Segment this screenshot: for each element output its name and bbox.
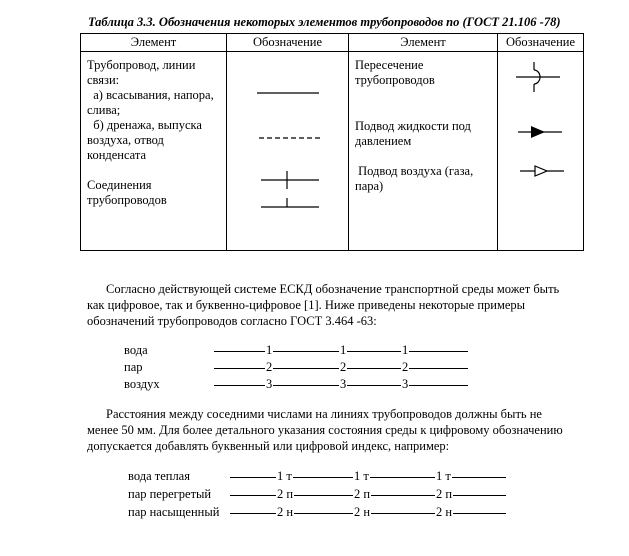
cross-joint-icon [261,171,319,189]
example-label: вода [124,343,148,357]
example-label: вода теплая [128,469,190,483]
pipe-code: 2 п [436,487,453,501]
left-text-line: воздуха, отвод [87,133,164,147]
right-text-line: Подвод воздуха (газа, [355,164,474,178]
crossing-icon [516,62,560,92]
header-symbol-1: Обозначение [227,34,349,52]
left-symbol-cell [227,52,349,251]
pipe-code: 2 [402,360,409,374]
header-element-1: Элемент [81,34,227,52]
right-symbol-cell [498,52,584,251]
hollow-arrow-icon [520,166,564,176]
right-text-line: давлением [355,134,412,148]
paragraph-1-line: как цифровое, так и буквенно-цифровое [1]. Ниже приведены некоторые примеры [87,298,526,312]
left-text-line: Соединения [87,178,152,192]
pipe-code: 3 [402,377,409,391]
pipe-code: 2 н [277,505,294,519]
right-symbols-svg [498,52,584,250]
paragraph-1-line: обозначений трубопроводов согласно ГОСТ 3.464 -63: [87,314,377,328]
pipe-code: 3 [340,377,347,391]
example-label: пар [124,360,143,374]
right-text-line: Подвод жидкости под [355,119,471,133]
paragraph-1-line: Согласно действующей системе ЕСКД обозначение транспортной среды может быть [106,282,560,296]
left-text-line: слива; [87,103,121,117]
pipe-code: 1 [266,343,273,357]
example-label: пар перегретый [128,487,212,501]
tee-joint-icon [261,198,319,207]
left-text-line: Трубопровод, линии [87,58,196,72]
pipe-code: 2 [340,360,347,374]
pipe-code: 2 н [354,505,371,519]
table-body-row [81,52,584,251]
pipe-code: 1 т [354,469,369,483]
pipe-code: 1 т [436,469,451,483]
example-label: воздух [124,377,160,391]
left-symbols-svg [227,52,349,250]
paragraph-2-line: Расстояния между соседними числами на линиях трубопроводов должны быть не [106,407,542,421]
pipe-code: 2 п [277,487,294,501]
right-text-line: трубопроводов [355,73,435,87]
pipe-code: 1 [340,343,347,357]
left-text-line: трубопроводов [87,193,167,207]
right-text-line: Пересечение [355,58,424,72]
pipe-code: 1 [402,343,409,357]
header-symbol-2: Обозначение [498,34,584,52]
left-text-line: а) всасывания, напора, [87,88,214,102]
paragraph-2-line: менее 50 мм. Для более детального указания состояния среды к цифровому обозначению [87,423,563,437]
left-text-line: связи: [87,73,120,87]
right-element-cell [349,52,498,251]
right-text-line: пара) [355,179,384,193]
paragraph-2-line: допускается добавлять буквенный или цифровой индекс, например: [87,439,450,453]
pipe-code: 2 п [354,487,371,501]
example-label: пар насыщенный [128,505,220,519]
pipe-code: 1 т [277,469,292,483]
table-caption: Таблица 3.3. Обозначения некоторых элементов трубопроводов по (ГОСТ 21.106 -78) [88,15,561,29]
left-text-line: б) дренажа, выпуска [87,118,202,132]
left-element-cell [81,52,227,251]
left-text-line: конденсата [87,148,147,162]
pipe-code: 2 н [436,505,453,519]
filled-arrow-icon [518,126,562,138]
pipe-code: 2 [266,360,273,374]
header-element-2: Элемент [349,34,498,52]
table-header-row [81,34,584,52]
symbols-table [80,33,584,251]
pipe-code: 3 [266,377,273,391]
